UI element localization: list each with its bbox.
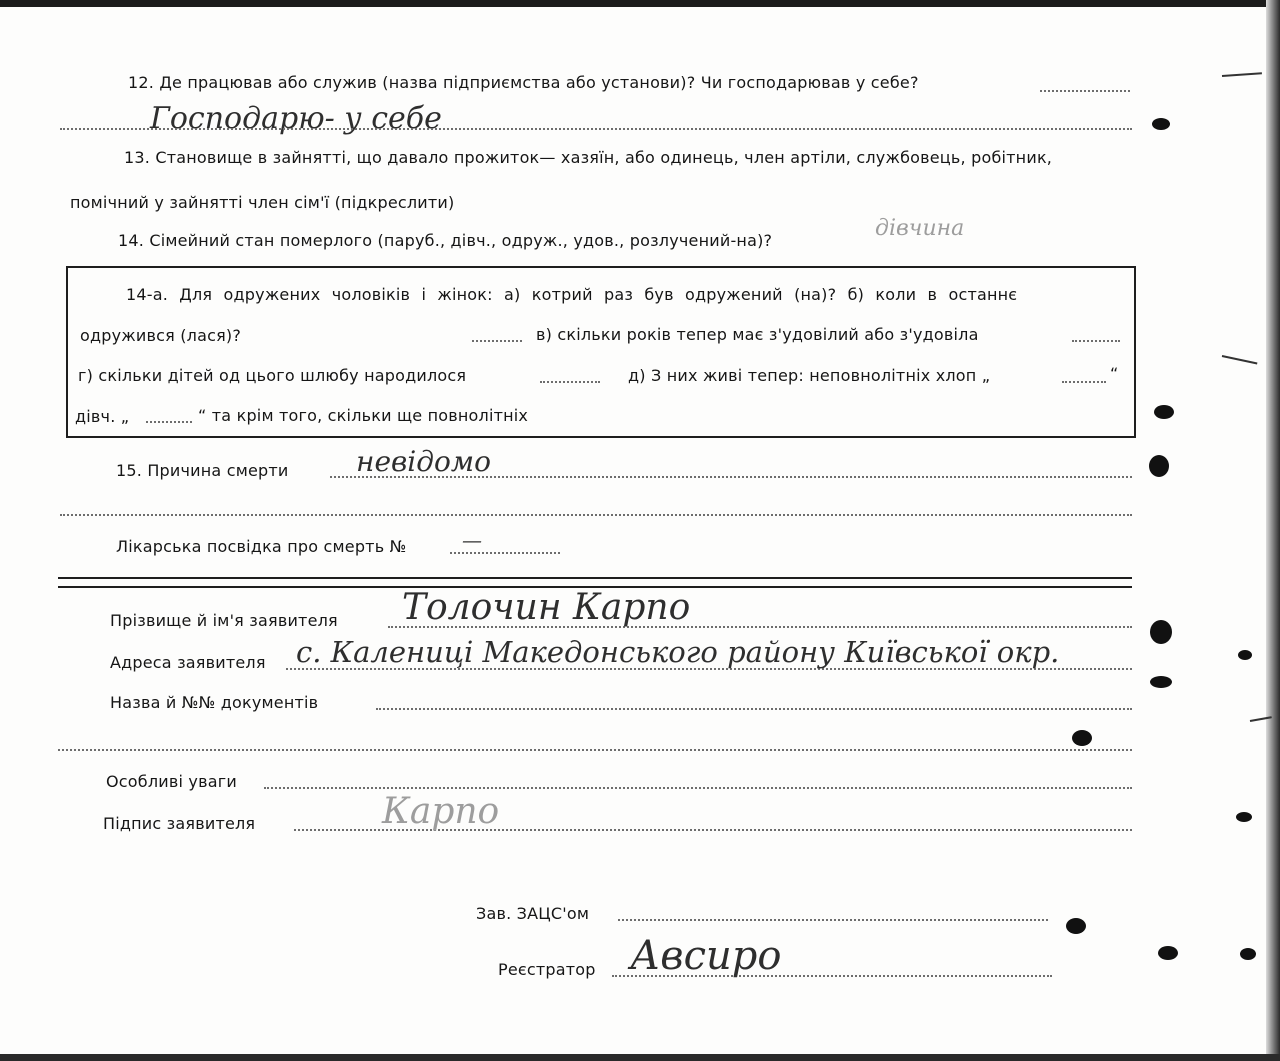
documents-line [376, 708, 1132, 710]
q15-answer: невідомо [356, 445, 491, 478]
q14a-years-line [1072, 340, 1120, 342]
scan-edge-right [1266, 0, 1280, 1061]
q14a-line4-girls: дівч. „ [75, 407, 130, 426]
punch-hole-mark [1152, 118, 1170, 130]
punch-hole-mark [1238, 650, 1252, 660]
q13-label-line2: помічний у зайнятті член сім'ї (підкреслити) [70, 193, 455, 212]
medical-cert-line [450, 552, 560, 554]
punch-hole-mark [1240, 948, 1256, 960]
medical-cert-label: Лікарська посвідка про смерть № [116, 537, 407, 556]
q14a-line2-label: одружився (лася)? [80, 326, 242, 345]
notes-label: Особливі уваги [106, 772, 237, 791]
documents-extra-line [58, 749, 1132, 751]
applicant-signature: Карпо [382, 791, 500, 832]
q14a-line3-alive: д) З них живі тепер: неповнолітніх хлоп „ [628, 366, 991, 385]
punch-hole-mark [1066, 918, 1086, 934]
q12-answer-line [60, 128, 1132, 130]
signature-label: Підпис заявителя [103, 814, 256, 833]
q14a-line4-adults: “ та крім того, скільки ще повнолітніх [198, 406, 529, 425]
punch-hole-mark [1149, 455, 1169, 477]
applicant-address: с. Калениці Македонського району Київської окр. [296, 635, 1060, 669]
q14a-line2-years: в) скільки років тепер має з'удовілий або з'удовіла [536, 325, 979, 344]
punch-hole-mark [1236, 812, 1252, 822]
medical-cert-answer: — [462, 528, 482, 552]
applicant-name: Толочин Карпо [402, 587, 691, 628]
q14a-line3-children: г) скільки дітей од цього шлюбу народилося [78, 366, 467, 385]
q14a-married-line [472, 340, 522, 342]
q14a-girls-line [146, 421, 192, 423]
punch-hole-mark [1158, 946, 1178, 960]
registrar-label: Реєстратор [498, 960, 596, 979]
notes-line [264, 787, 1132, 789]
q14-label: 14. Сімейний стан померлого (паруб., дівч., одруж., удов., розлучений-на)? [118, 231, 773, 250]
tear-mark [1222, 355, 1258, 364]
punch-hole-mark [1150, 676, 1172, 688]
q14a-line3-quote: “ [1110, 364, 1119, 383]
tear-mark [1222, 72, 1262, 77]
punch-hole-mark [1072, 730, 1092, 746]
q12-answer: Господарю- у себе [150, 101, 442, 136]
q12-label: 12. Де працював або служив (назва підприємства або установи)? Чи господарював у себе? [128, 73, 919, 92]
section-divider-top [58, 577, 1132, 579]
zags-label: Зав. ЗАЦС'ом [476, 904, 590, 923]
punch-hole-mark [1154, 405, 1174, 419]
q14a-line1: 14-а. Для одружених чоловіків і жінок: а) котрий раз був одружений (на)? б) коли в останнє [126, 285, 1018, 304]
applicant-address-label: Адреса заявителя [110, 653, 266, 672]
q14a-boys-line [1062, 381, 1106, 383]
q12-line [1040, 90, 1130, 92]
applicant-name-label: Прізвище й ім'я заявителя [110, 611, 338, 630]
q14a-children-line [540, 381, 600, 383]
zags-line [618, 919, 1048, 921]
scan-edge-bottom [0, 1054, 1280, 1061]
q13-label-line1: 13. Становище в зайнятті, що давало прожиток— хазяїн, або одинець, член артіли, службовець, робітник, [124, 148, 1053, 167]
scan-edge-top [0, 0, 1280, 7]
documents-label: Назва й №№ документів [110, 693, 319, 712]
punch-hole-mark [1150, 620, 1172, 644]
q15-label: 15. Причина смерти [116, 461, 289, 480]
q14-answer: дівчина [875, 216, 965, 241]
registrar-signature: Авсиро [630, 933, 782, 979]
q15-extra-line [60, 514, 1132, 516]
